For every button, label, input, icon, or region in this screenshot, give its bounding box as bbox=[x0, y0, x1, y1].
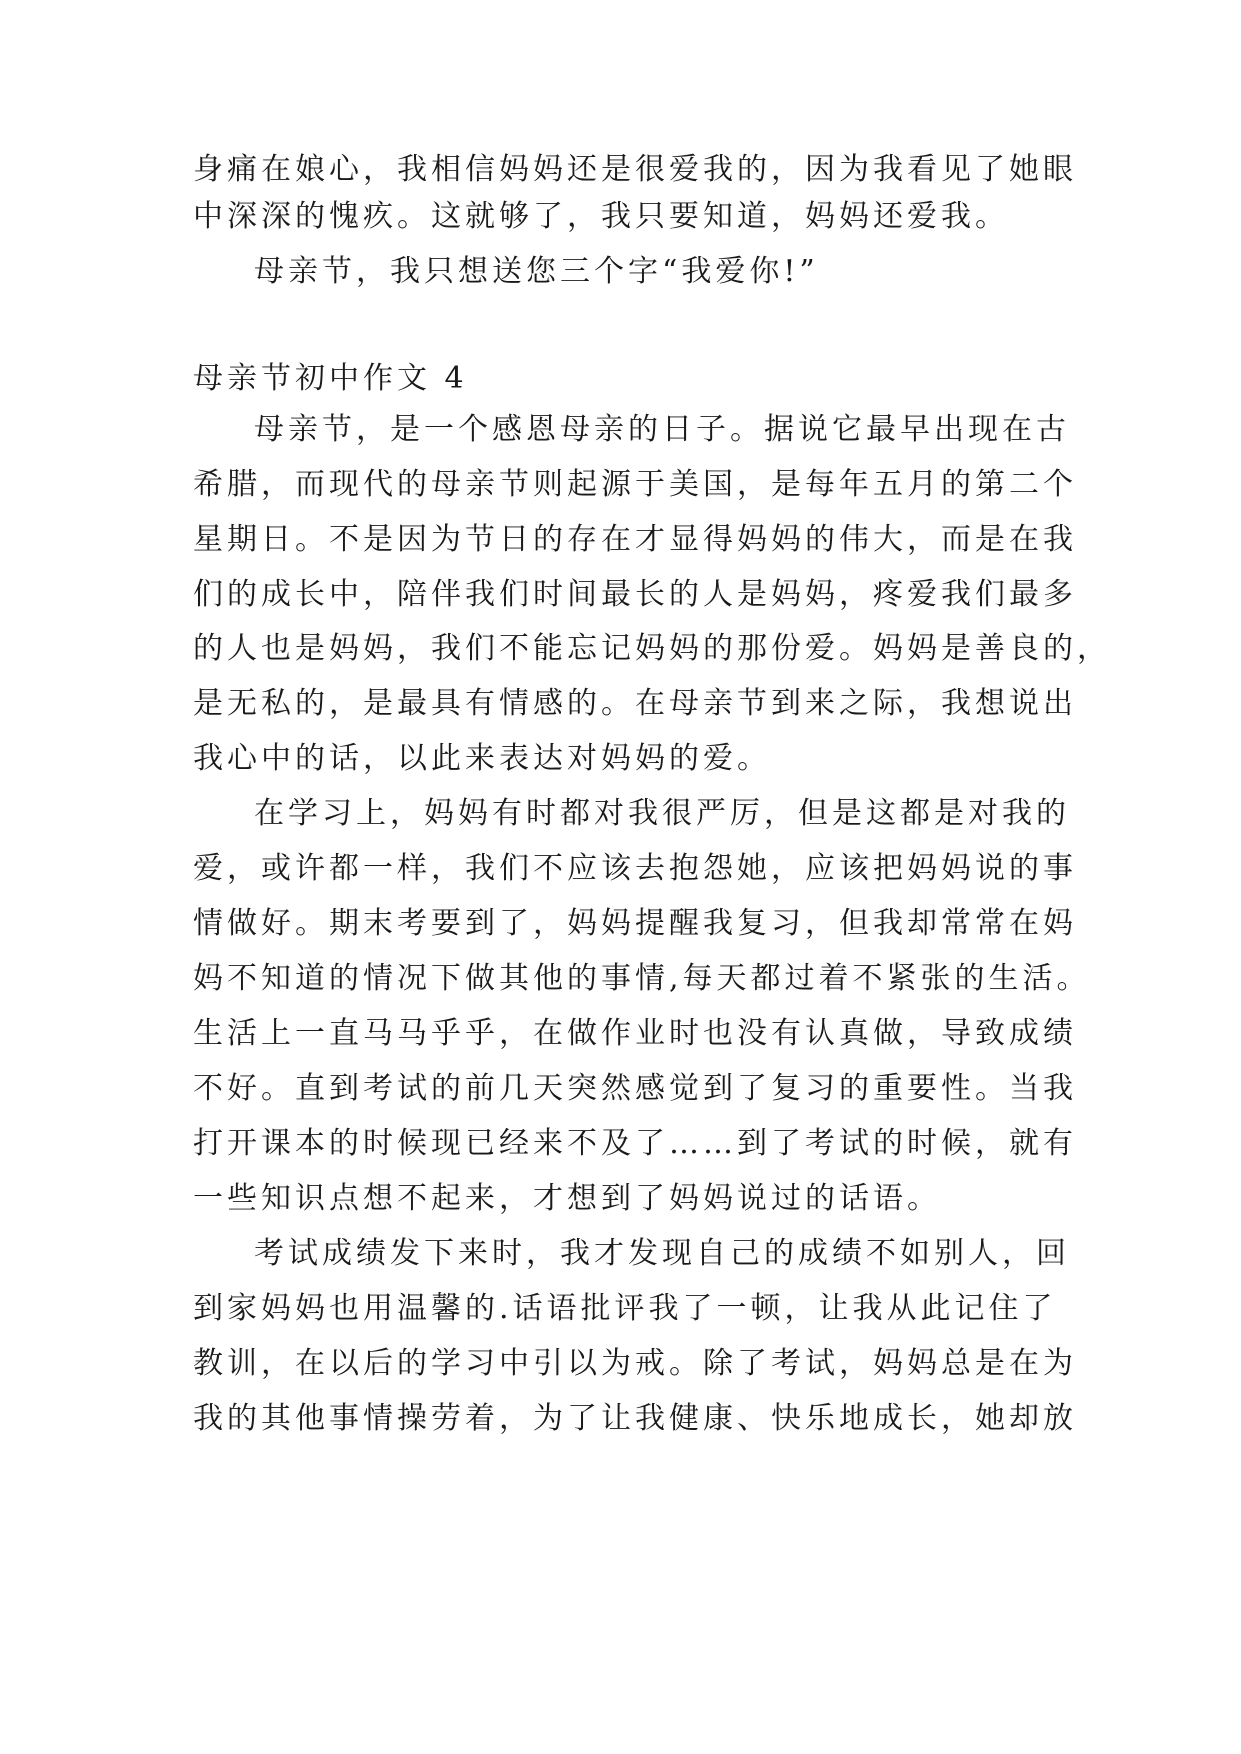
paragraph-line: 爱，或许都一样，我们不应该去抱怨她，应该把妈妈说的事 bbox=[193, 851, 1077, 886]
paragraph-line: 我的其他事情操劳着，为了让我健康、快乐地成长，她却放 bbox=[193, 1401, 1077, 1436]
paragraph-line: 在学习上，妈妈有时都对我很严厉，但是这都是对我的 bbox=[254, 796, 1070, 831]
paragraph-line: 我心中的话，以此来表达对妈妈的爱。 bbox=[193, 741, 771, 776]
paragraph-line: 母亲节，是一个感恩母亲的日子。据说它最早出现在古 bbox=[254, 412, 1070, 447]
paragraph-line: 母亲节，我只想送您三个字“我爱你!” bbox=[254, 254, 819, 289]
paragraph-line: 们的成长中，陪伴我们时间最长的人是妈妈，疼爱我们最多 bbox=[193, 577, 1077, 612]
paragraph-line: 一些知识点想不起来，才想到了妈妈说过的话语。 bbox=[193, 1181, 941, 1216]
paragraph-line: 身痛在娘心，我相信妈妈还是很爱我的，因为我看见了她眼 bbox=[193, 152, 1077, 187]
paragraph-line: 到家妈妈也用温馨的.话语批评我了一顿，让我从此记住了 bbox=[193, 1291, 1057, 1326]
paragraph-line: 教训，在以后的学习中引以为戒。除了考试，妈妈总是在为 bbox=[193, 1346, 1077, 1381]
paragraph-line: 星期日。不是因为节日的存在才显得妈妈的伟大，而是在我 bbox=[193, 522, 1077, 557]
section-heading: 母亲节初中作文 4 bbox=[193, 361, 468, 396]
paragraph-line: 中深深的愧疚。这就够了，我只要知道，妈妈还爱我。 bbox=[193, 199, 1009, 234]
paragraph-line: 是无私的，是最具有情感的。在母亲节到来之际，我想说出 bbox=[193, 686, 1077, 721]
paragraph-line: 打开课本的时候现已经来不及了……到了考试的时候，就有 bbox=[193, 1126, 1077, 1161]
paragraph-line: 妈不知道的情况下做其他的事情,每天都过着不紧张的生活。 bbox=[193, 961, 1091, 996]
paragraph-line: 的人也是妈妈，我们不能忘记妈妈的那份爱。妈妈是善良的， bbox=[193, 631, 1111, 666]
paragraph-line: 考试成绩发下来时，我才发现自己的成绩不如别人，回 bbox=[254, 1236, 1070, 1271]
paragraph-line: 不好。直到考试的前几天突然感觉到了复习的重要性。当我 bbox=[193, 1071, 1077, 1106]
paragraph-line: 希腊，而现代的母亲节则起源于美国，是每年五月的第二个 bbox=[193, 467, 1077, 502]
paragraph-line: 生活上一直马马乎乎，在做作业时也没有认真做，导致成绩 bbox=[193, 1016, 1077, 1051]
paragraph-line: 情做好。期末考要到了，妈妈提醒我复习，但我却常常在妈 bbox=[193, 906, 1077, 941]
